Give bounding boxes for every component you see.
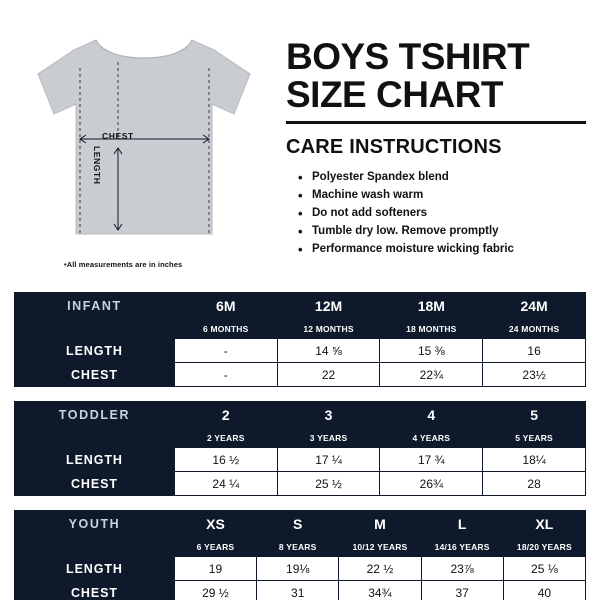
measure-value: 37 — [421, 581, 503, 600]
tshirt-icon — [14, 28, 272, 250]
measure-value: 26¾ — [380, 472, 483, 496]
row-label: LENGTH — [15, 339, 175, 363]
age-header: 12 MONTHS — [277, 319, 380, 339]
row-label: CHEST — [15, 472, 175, 496]
size-header: L — [421, 511, 503, 537]
size-tables — [0, 292, 600, 600]
category-label: TODDLER — [15, 402, 175, 428]
size-header: XL — [503, 511, 585, 537]
size-header: 24M — [483, 293, 586, 319]
table-row — [15, 293, 586, 319]
size-header: 2 — [174, 402, 277, 428]
measure-value: 28 — [483, 472, 586, 496]
list-item: • Polyester Spandex blend — [298, 169, 586, 187]
length-dimension-label: LENGTH — [92, 146, 102, 185]
measure-value: 14 ⅝ — [277, 339, 380, 363]
measure-value: 15 ⅜ — [380, 339, 483, 363]
table-row — [15, 557, 586, 581]
size-header: M — [339, 511, 421, 537]
shirt-illustration — [14, 28, 272, 250]
table-row — [15, 363, 586, 387]
toddler-size-table — [14, 401, 586, 496]
measure-value: 40 — [503, 581, 585, 600]
table-row — [15, 428, 586, 448]
size-header: 3 — [277, 402, 380, 428]
table-row — [15, 402, 586, 428]
list-item: • Tumble dry low. Remove promptly — [298, 223, 586, 241]
measure-value: 18¼ — [483, 448, 586, 472]
measure-value: 22 ½ — [339, 557, 421, 581]
measure-value: 23½ — [483, 363, 586, 387]
age-header-blank — [15, 319, 175, 339]
age-header: 2 YEARS — [174, 428, 277, 448]
age-header-blank — [15, 537, 175, 557]
measure-value: 24 ¼ — [174, 472, 277, 496]
measure-value: 19⅛ — [257, 557, 339, 581]
table-row — [15, 339, 586, 363]
care-instructions-list — [286, 169, 586, 258]
measure-value: 31 — [257, 581, 339, 600]
care-instructions-title: CARE INSTRUCTIONS — [286, 136, 502, 159]
list-item: • Do not add softeners — [298, 205, 586, 223]
category-label: YOUTH — [15, 511, 175, 537]
measurement-footnote: •All measurements are in inches — [64, 260, 183, 269]
measure-value: - — [174, 339, 277, 363]
age-header: 4 YEARS — [380, 428, 483, 448]
size-header: 5 — [483, 402, 586, 428]
measure-value: 17 ¼ — [277, 448, 380, 472]
measure-value: 22¾ — [380, 363, 483, 387]
infant-size-table — [14, 292, 586, 387]
shirt-diagram — [14, 28, 272, 278]
table-row — [15, 511, 586, 537]
measure-value: 25 ½ — [277, 472, 380, 496]
age-header: 5 YEARS — [483, 428, 586, 448]
measure-value: 29 ½ — [174, 581, 256, 600]
measure-value: 22 — [277, 363, 380, 387]
size-header: 4 — [380, 402, 483, 428]
age-header: 10/12 YEARS — [339, 537, 421, 557]
title-divider — [286, 121, 586, 124]
size-header: 18M — [380, 293, 483, 319]
page-title-line1: BOYS TSHIRT — [286, 36, 530, 77]
page-title-line2: SIZE CHART — [286, 73, 503, 115]
header-section — [272, 28, 586, 290]
age-header: 6 MONTHS — [174, 319, 277, 339]
row-label: LENGTH — [15, 557, 175, 581]
measure-value: 17 ¾ — [380, 448, 483, 472]
age-header: 8 YEARS — [257, 537, 339, 557]
size-header: XS — [174, 511, 256, 537]
row-label: CHEST — [15, 581, 175, 600]
table-row — [15, 537, 586, 557]
age-header: 24 MONTHS — [483, 319, 586, 339]
size-header: 12M — [277, 293, 380, 319]
age-header: 18 MONTHS — [380, 319, 483, 339]
youth-size-table — [14, 510, 586, 600]
category-label: INFANT — [15, 293, 175, 319]
table-row — [15, 448, 586, 472]
table-row — [15, 319, 586, 339]
list-item: • Performance moisture wicking fabric — [298, 241, 586, 259]
age-header: 18/20 YEARS — [503, 537, 585, 557]
table-row — [15, 472, 586, 496]
row-label: CHEST — [15, 363, 175, 387]
measure-value: 16 — [483, 339, 586, 363]
age-header: 6 YEARS — [174, 537, 256, 557]
chest-dimension-label: CHEST — [102, 131, 134, 141]
age-header-blank — [15, 428, 175, 448]
age-header: 3 YEARS — [277, 428, 380, 448]
measure-value: 23⅞ — [421, 557, 503, 581]
measure-value: 25 ⅛ — [503, 557, 585, 581]
measure-value: 19 — [174, 557, 256, 581]
page-title — [286, 38, 586, 113]
measure-value: - — [174, 363, 277, 387]
row-label: LENGTH — [15, 448, 175, 472]
size-header: S — [257, 511, 339, 537]
measure-value: 16 ½ — [174, 448, 277, 472]
list-item: • Machine wash warm — [298, 187, 586, 205]
size-header: 6M — [174, 293, 277, 319]
age-header: 14/16 YEARS — [421, 537, 503, 557]
table-row — [15, 581, 586, 600]
top-section — [0, 0, 600, 290]
measure-value: 34¾ — [339, 581, 421, 600]
